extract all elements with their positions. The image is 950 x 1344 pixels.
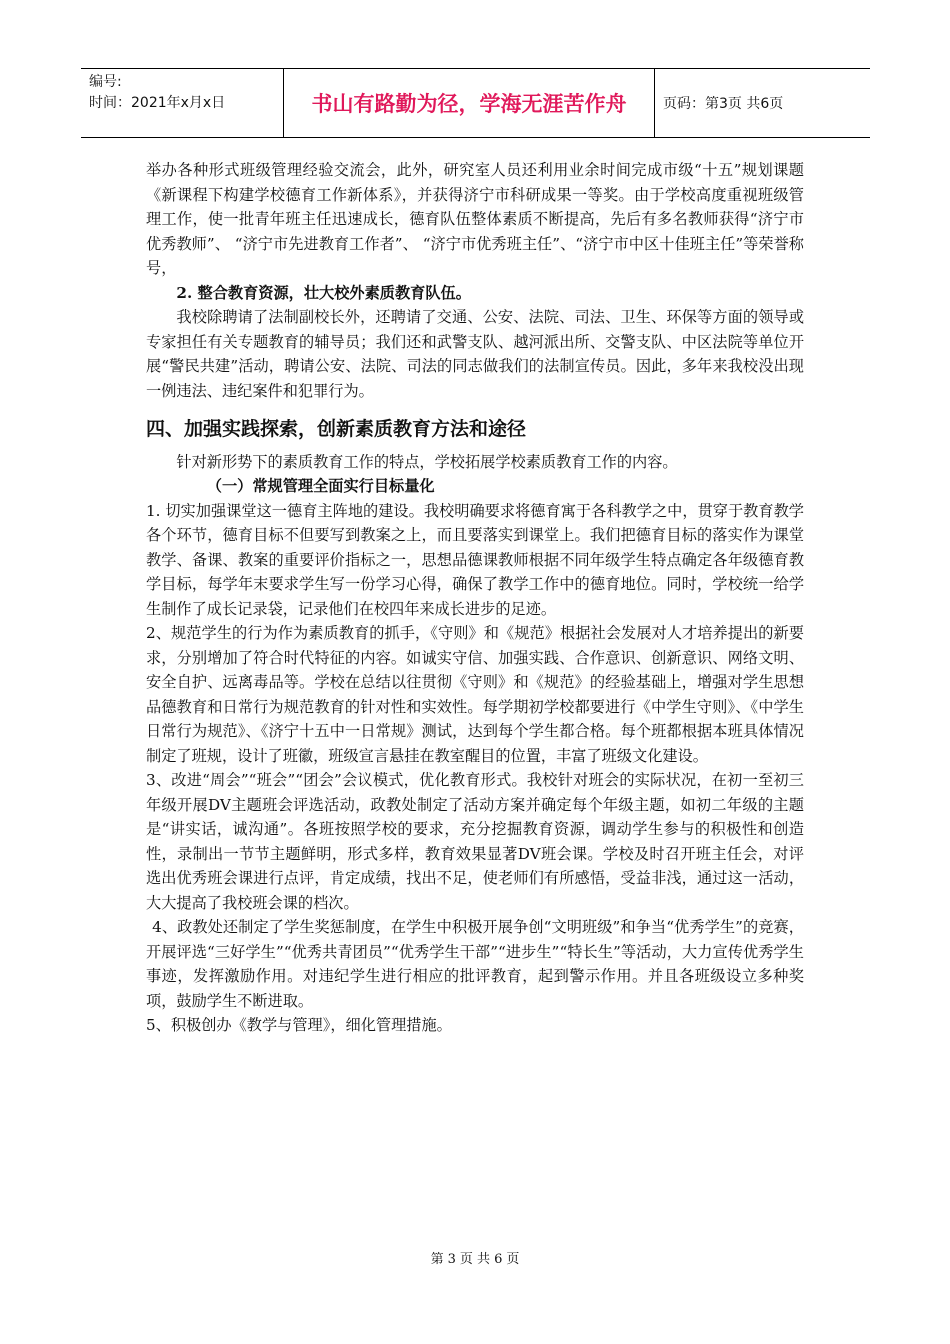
footer-total-pages: 6: [494, 1252, 503, 1267]
paragraph: 2、规范学生的行为作为素质教育的抓手，《守则》和《规范》根据社会发展对人才培养提出的新要求，分别增加了符合时代特征的内容。如诚实守信、加强实践、合作意识、创新意识、网络文明、安全自护、远离毒品等。学校在总结以往贯彻《守则》和《规范》的经验基础上，增强对学生思想品德教育和日常行为规范教育的针对性和实效性。每学期初学校都要进行《中学生守则》、《中学生日常行为规范》、《济宁十五中一日常规》测试，达到每个学生都合格。每个班都根据本班具体情况制定了班规，设计了班徽，班级宣言悬挂在教室醒目的位置，丰富了班级文化建设。: [146, 624, 804, 765]
header-page-info: 页码：第3页 共6页: [663, 96, 784, 112]
paragraph: 举办各种形式班级管理经验交流会，此外，研究室人员还利用业余时间完成市级“十五”规划课题《新课程下构建学校德育工作新体系》，并获得济宁市科研成果一等奖。由于学校高度重视班级管理工作，使一批青年班主任迅速成长，德育队伍整体素质不断提高，先后有多名教师获得“济宁市优秀教师”、 “济宁市先进教育工作者”、 “济宁市优秀班主任”、“济宁市中区十佳班主任”等荣誉称号，: [146, 161, 804, 277]
document-body: [146, 158, 804, 1038]
page-footer: [0, 1248, 950, 1267]
section-heading: 四、加强实践探索，创新素质教育方法和途径: [146, 418, 527, 440]
footer-middle: 页 共: [459, 1252, 491, 1267]
paragraph: 针对新形势下的素质教育工作的特点，学校拓展学校素质教育工作的内容。: [176, 452, 678, 471]
footer-prefix: 第: [430, 1252, 444, 1267]
paragraph: 1. 切实加强课堂这一德育主阵地的建设。我校明确要求将德育寓于各科教学之中，贯穿于教育教学各个环节，德育目标不但要写到教案之上，而且要落实到课堂上。我们把德育目标的落实作为课堂教学、备课、教案的重要评价指标之一，思想品德课教师根据不同年级学生特点确定各年级德育教学目标，每学年末要求学生写一份学习心得，确保了教学工作中的德育地位。同时，学校统一给学生制作了成长记录袋，记录他们在校四年来成长进步的足迹。: [146, 501, 804, 618]
paragraph: 3、改进“周会”“班会”“团会”会议模式，优化教育形式。我校针对班会的实际状况，在初一至初三年级开展DV主题班会评选活动，政教处制定了活动方案并确定每个年级主题，如初二年级的主题是“讲实话，诚沟通”。各班按照学校的要求，充分挖掘教育资源，调动学生参与的积极性和创造性，录制出一节节主题鲜明，形式多样，教育效果显著DV班会课。学校及时召开班主任会，对评选出优秀班会课进行点评，肯定成绩，找出不足，使老师们有所感悟，受益非浅，通过这一活动，大大提高了我校班会课的档次。: [146, 771, 804, 912]
paragraph: 我校除聘请了法制副校长外，还聘请了交通、公安、法院、司法、卫生、环保等方面的领导或专家担任有关专题教育的辅导员；我们还和武警支队、越河派出所、交警支队、中区法院等单位开展“警民共建”活动，聘请公安、法院、司法的同志做我们的法制宣传员。因此，多年来我校没出现一例违法、违纪案件和犯罪行为。: [146, 308, 804, 400]
footer-page-number: 3: [447, 1252, 456, 1267]
paragraph: 4、政教处还制定了学生奖惩制度，在学生中积极开展争创“文明班级”和争当“优秀学生”的竞赛，开展评选“三好学生”“优秀共青团员”“优秀学生干部”“进步生”“特长生”等活动，大力宣传优秀学生事迹，发挥激励作用。对违纪学生进行相应的批评教育，起到警示作用。并且各班级设立多种奖项，鼓励学生不断进取。: [146, 918, 804, 1010]
page-header: [81, 68, 870, 138]
section-item-title: 2. 整合教育资源，壮大校外素质教育队伍。: [176, 283, 471, 302]
serial-label: 编号:: [89, 74, 122, 90]
time-label: 时间：2021年x月x日: [89, 95, 226, 111]
header-left-cell: [81, 69, 283, 137]
subsection-heading: （一）常规管理全面实行目标量化: [206, 477, 435, 495]
footer-suffix: 页: [506, 1252, 520, 1267]
header-motto: 书山有路勤为径，学海无涯苦作舟: [283, 69, 655, 137]
paragraph: 5、积极创办《教学与管理》，细化管理措施。: [146, 1016, 452, 1034]
